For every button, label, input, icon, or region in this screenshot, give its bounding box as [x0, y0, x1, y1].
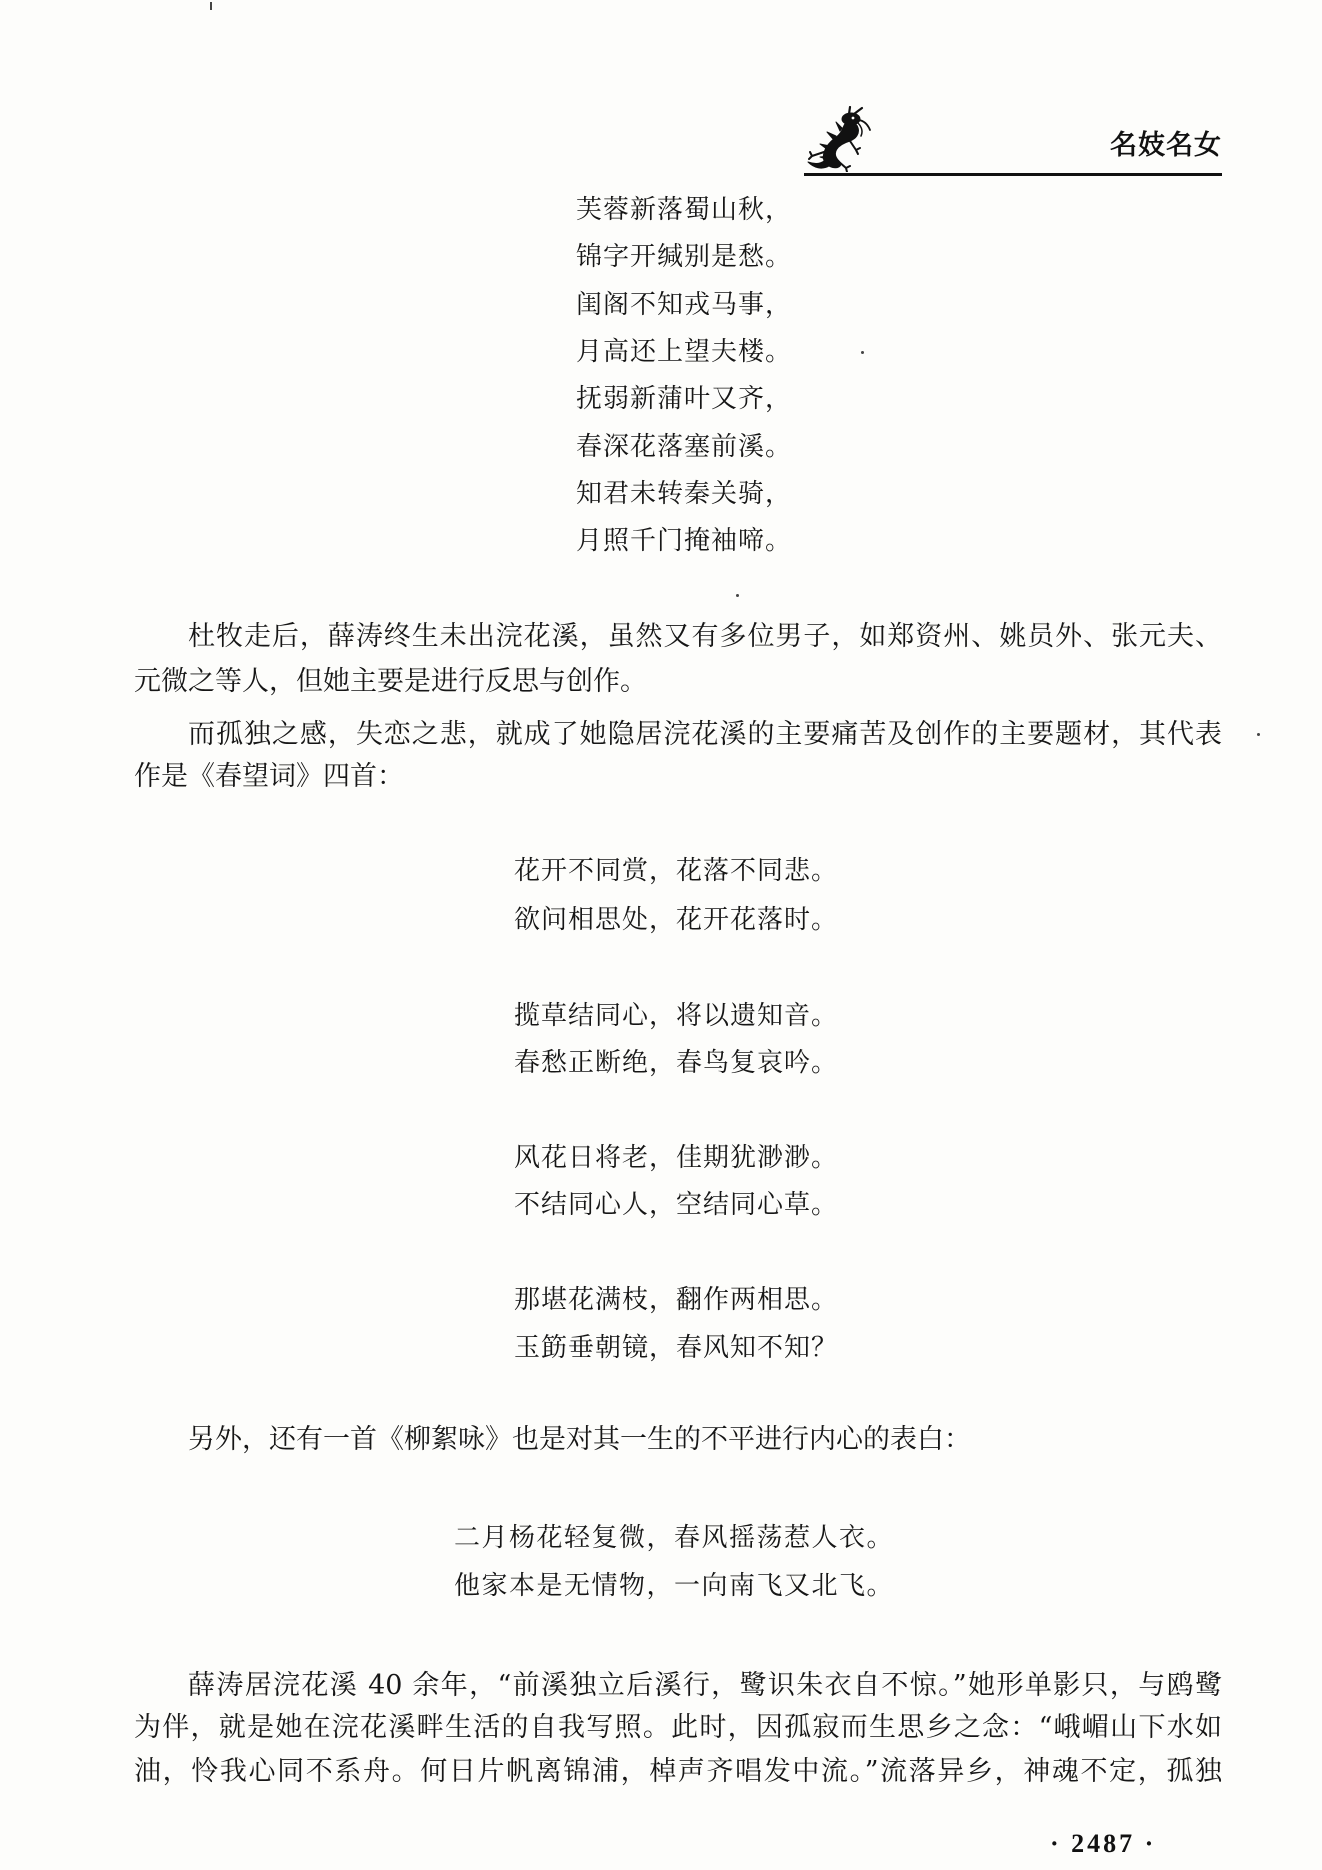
poem-line: 揽草结同心，将以遗知音。 [514, 1001, 839, 1031]
poem-line: 二月杨花轻复微，春风摇荡惹人衣。 [454, 1523, 895, 1553]
paragraph-line: 而孤独之感，失恋之悲，就成了她隐居浣花溪的主要痛苦及创作的主要题材，其代表 [188, 719, 1222, 750]
paragraph-line: 油，怜我心同不系舟。何日片帆离锦浦，棹声齐唱发中流。”流落异乡，神魂不定，孤独 [134, 1756, 1222, 1787]
paragraph-line: 杜牧走后，薛涛终生未出浣花溪，虽然又有多位男子，如郑资州、姚员外、张元夫、 [188, 621, 1222, 652]
poem-line: 闺阁不知戎马事， [576, 290, 793, 320]
scan-speck [210, 2, 212, 10]
poem-line: 锦字开缄别是愁。 [576, 242, 793, 272]
page-number: · 2487 · [1050, 1829, 1157, 1858]
paragraph-line: 作是《春望词》四首： [134, 761, 404, 792]
poem-line: 知君未转秦关骑， [576, 479, 793, 509]
scan-speck [861, 351, 864, 354]
poem-line: 花开不同赏，花落不同悲。 [514, 856, 839, 886]
paragraph-line: 为伴，就是她在浣花溪畔生活的自我写照。此时，因孤寂而生思乡之念：“峨嵋山下水如 [134, 1712, 1222, 1743]
poem-line: 月照千门掩袖啼。 [576, 526, 793, 556]
poem-line: 不结同心人，空结同心草。 [514, 1190, 839, 1220]
header-rule [804, 173, 1222, 176]
poem-line: 芙蓉新落蜀山秋， [576, 195, 793, 225]
poem-line: 欲问相思处，花开花落时。 [514, 905, 839, 935]
paragraph-line: 薛涛居浣花溪 40 余年，“前溪独立后溪行，鹭识朱衣自不惊。”她形单影只，与鸥鹭 [188, 1670, 1222, 1701]
dragon-logo-icon [800, 106, 872, 172]
poem-line: 抚弱新蒲叶又齐， [576, 384, 793, 414]
paragraph-line: 另外，还有一首《柳絮咏》也是对其一生的不平进行内心的表白： [188, 1424, 971, 1455]
poem-line: 月高还上望夫楼。 [576, 337, 793, 367]
running-header-title: 名妓名女 [1110, 130, 1222, 161]
scan-speck [736, 594, 739, 597]
scan-speck [1257, 733, 1260, 736]
poem-line: 春深花落塞前溪。 [576, 432, 793, 462]
paragraph-line: 元微之等人，但她主要是进行反思与创作。 [134, 666, 647, 697]
poem-line: 风花日将老，佳期犹渺渺。 [514, 1143, 839, 1173]
poem-line: 那堪花满枝，翻作两相思。 [514, 1285, 839, 1315]
poem-line: 玉筯垂朝镜，春风知不知？ [514, 1333, 839, 1363]
poem-line: 春愁正断绝，春鸟复哀吟。 [514, 1048, 839, 1078]
poem-line: 他家本是无情物，一向南飞又北飞。 [454, 1571, 895, 1601]
